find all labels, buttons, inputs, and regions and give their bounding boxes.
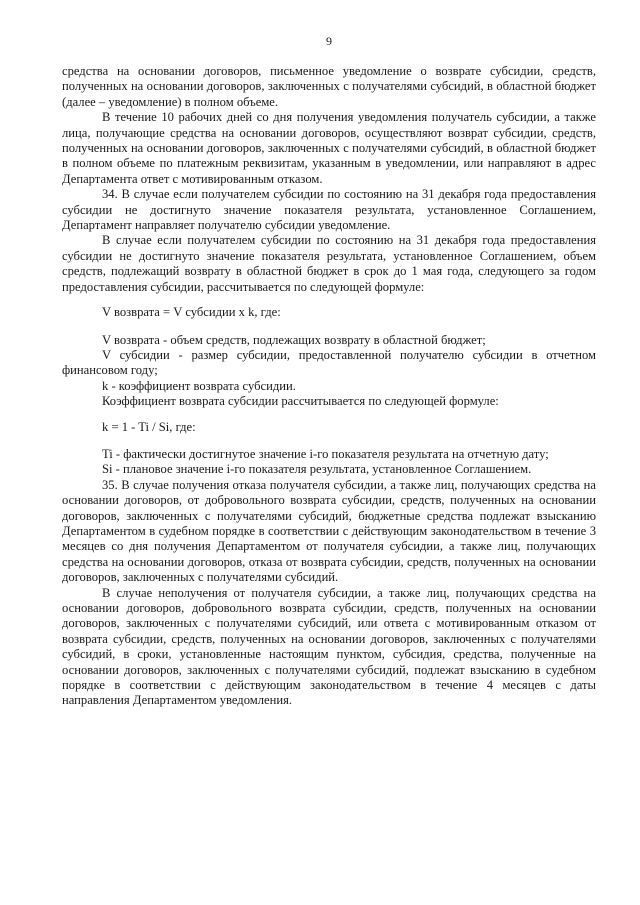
definition-v-subsidy: V субсидии - размер субсидии, предоставленной получателю субсидии в отчетном финансовом году; [62,347,596,378]
definition-ti: Ti - фактически достигнутое значение i-го показателя результата на отчетную дату; [102,446,549,461]
paragraph-continuation: средства на основании договоров, письменное уведомление о возврате субсидии, средств, полученных на основании договоров, заключенных с получателями субсидий, в областной бюджет (далее – уведомление) в полном объеме. [62,64,596,109]
definition-k: k - коэффициент возврата субсидии. [102,378,296,393]
paragraph-return-deadline: В течение 10 рабочих дней со дня получения уведомления получатель субсидии, а также лица, получающие средства на основании договоров, осуществляют возврат субсидии, средств, полученных на основании договоров, заключенных с получателями субсидий, в областной бюджет в полном объеме по платежным реквизитам, указанным в уведомлении, или направляют в адрес Департамента ответ с мотивированным отказом. [62,110,596,186]
formula-v-return: V возврата = V субсидии x k, где: [102,305,281,320]
definition-si: Si - плановое значение i-го показателя результата, установленное Соглашением. [102,462,532,477]
paragraph-k-formula-intro: Коэффициент возврата субсидии рассчитывается по следующей формуле: [102,394,499,409]
paragraph-clause-35: 35. В случае получения отказа получателя субсидии, а также лиц, получающих средства на основании договоров, от добровольного возврата субсидии, средств, полученных на основании договоров, заключенных с получателями субсидий, бюджетные средства подлежат взысканию Департаментом в судебном порядке в соответствии с действующим законодательством в течение 3 месяцев со дня получения Департаментом от получателя субсидии, а также лиц, получающих средства на основании договоров, отказа от возврата субсидии, средств, полученных на основании договоров, заключенных с получателями субсидий. [62,477,596,585]
formula-k: k = 1 - Ti / Si, где: [102,419,196,434]
page-number: 9 [326,34,332,48]
paragraph-return-volume: В случае если получателем субсидии по состоянию на 31 декабря года предоставления субсидии не достигнуто значение показателя результата, установленное Соглашением, объем средств, подлежащий возврату в областной бюджет в срок до 1 мая года, следующего за годом предоставления субсидии, рассчитывается по следующей формуле: [62,233,596,294]
paragraph-clause-34: 34. В случае если получателем субсидии по состоянию на 31 декабря года предоставления субсидии не достигнуто значение показателя результата, установленное Соглашением, Департамент направляет получателю субсидии уведомление. [62,187,596,233]
definition-v-return: V возврата - объем средств, подлежащих возврату в областной бюджет; [102,332,486,347]
paragraph-non-receipt: В случае неполучения от получателя субсидии, а также лиц, получающих средства на основании договоров, добровольного возврата субсидии, средств, полученных на основании договоров, заключенных с получателями субсидий, или ответа с мотивированным отказом от возврата субсидии, средств, полученных на основании договоров, заключенных с получателями субсидий, в сроки, установленные настоящим пунктом, субсидия, средства, полученные на основании договоров, заключенных с получателями субсидий, подлежат взысканию в судебном порядке в соответствии с действующим законодательством в течение 4 месяцев с даты направления Департаментом уведомления. [62,585,596,708]
document-body [62,64,596,709]
